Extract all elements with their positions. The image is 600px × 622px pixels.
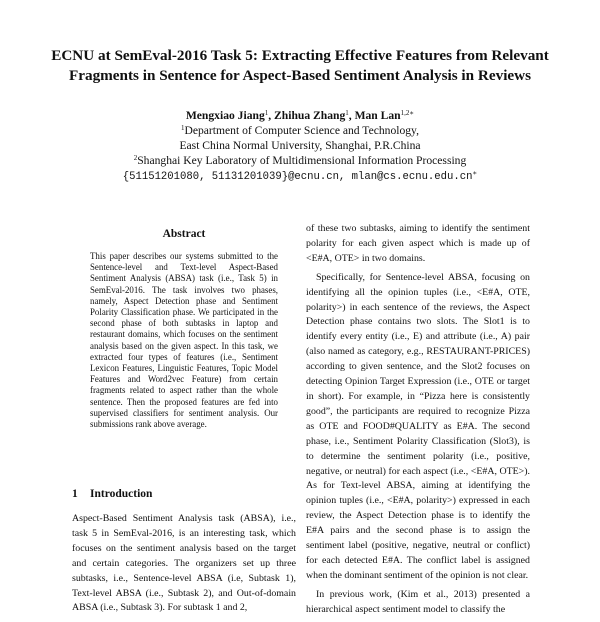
email-list: {51151201080, 51131201039}@ecnu.cn, mlan@cs.ecnu.edu.cn	[122, 171, 473, 183]
affiliation-2-marker: 2	[133, 154, 138, 162]
introduction-paragraph-1: Aspect-Based Sentiment Analysis task (ABSA), i.e., task 5 in SemEval-2016, is an interesting task, which focuses on the sentiment analysis based on the target and certain categories. The organizers set up three subtasks, i.e., Sentence-level ABSA (i.e, Subtask 1), Text-level ABSA (i.e., Subtask 2), and Out-of-domain ABSA (i.e., Subtask 3). For subtask 1 and 2,	[72, 513, 296, 614]
right-column-paragraph-2: Specifically, for Sentence-level ABSA, focusing on identifying all the opinion tuples (i.e., <E#A, OTE, polarity>) in each sentence of the reviews, the Aspect Detection phase contains two slots. The Slot1 is to identify every entity (i.e., E) and attribute (i.e., A) pair (also named as category, e.g., RESTAURANT-PRICES) according to given sentence, and the Slot2 focuses on detecting Opinion Target Expression (i.e., OTE or target in short). For example, in “Pizza here is consistently good”, the participants are required to recognize Pizza as OTE and FOOD#QUALITY as E#A. The second phase, i.e., Sentiment Polarity Classification (Slot3), is to determine the sentiment polarity (i.e., positive, negative, or neutral) for each aspect (i.e., <E#A, OTE>). As for Text-level ABSA, aiming at identifying the opinion tuples (i.e., <E#A, polarity>) expressed in each review, the Aspect Detection phase is to identify the E#A pairs and the second phase is to assign the sentiment label (positive, negative, neutral or conflict) for each detected E#A. The conflict label is assigned when the dominant sentiment of the opinion is not clear.	[306, 271, 530, 581]
section-number: 1	[72, 488, 78, 500]
introduction-text	[72, 512, 296, 616]
author-1-affil: 1	[264, 109, 269, 117]
author-emails	[40, 168, 560, 185]
author-1: Mengxiao Jiang	[185, 109, 265, 122]
affiliation-2-text: Shanghai Key Laboratory of Multidimensional Information Processing	[137, 154, 467, 167]
paper-title: ECNU at SemEval-2016 Task 5: Extracting Effective Features from Relevant Fragments in Sentence for Aspect-Based Sentiment Analysis in Reviews	[51, 47, 549, 84]
author-block	[40, 108, 560, 185]
abstract-heading: Abstract	[162, 228, 206, 240]
author-3-affil: 1,2∗	[400, 109, 415, 117]
affiliation-1-line-1	[40, 123, 560, 138]
section-title: Introduction	[90, 488, 153, 500]
abstract-text: This paper describes our systems submitted to the Sentence-level and Text-level Aspect-Based Sentiment Analysis (ABSA) task (i.e., Task 5) in SemEval-2016. The task involves two phases, namely, Aspect Detection phase and Sentiment Polarity Classification phase. We participated in the second phase of both subtasks in laptop and restaurant domains, which focuses on the sentiment analysis based on the given aspect. In this task, we extracted four types of features (i.e., Sentiment Lexicon Features, Linguistic Features, Topic Model Features and Word2vec Feature) from certain fragments related to aspect rather than the whole sentence. Then the proposed features are fed into supervised classifiers for sentiment analysis. Our submissions rank above average.	[90, 251, 278, 430]
author-separator: ,	[348, 109, 355, 122]
author-2-affil: 1	[345, 109, 349, 117]
affiliation-1-marker: 1	[180, 124, 185, 132]
author-2: Zhihua Zhang	[274, 109, 346, 122]
author-3: Man Lan	[354, 109, 401, 122]
corresponding-author-marker: ∗	[472, 169, 478, 177]
affiliation-1-line-2: East China Normal University, Shanghai, P.R.China	[179, 139, 421, 152]
affiliation-2	[40, 153, 560, 168]
author-names	[40, 108, 560, 123]
right-column-text	[306, 222, 530, 622]
right-column-paragraph-1: of these two subtasks, aiming to identify the sentiment polarity for each given aspect which is made up of <E#A, OTE> in two domains.	[306, 223, 530, 264]
author-separator: ,	[268, 109, 275, 122]
affiliation-1-text: Department of Computer Science and Technology,	[184, 124, 420, 137]
right-column-paragraph-3: In previous work, (Kim et al., 2013) presented a hierarchical aspect sentiment model to classify the	[306, 588, 530, 615]
section-heading-introduction	[72, 488, 296, 500]
